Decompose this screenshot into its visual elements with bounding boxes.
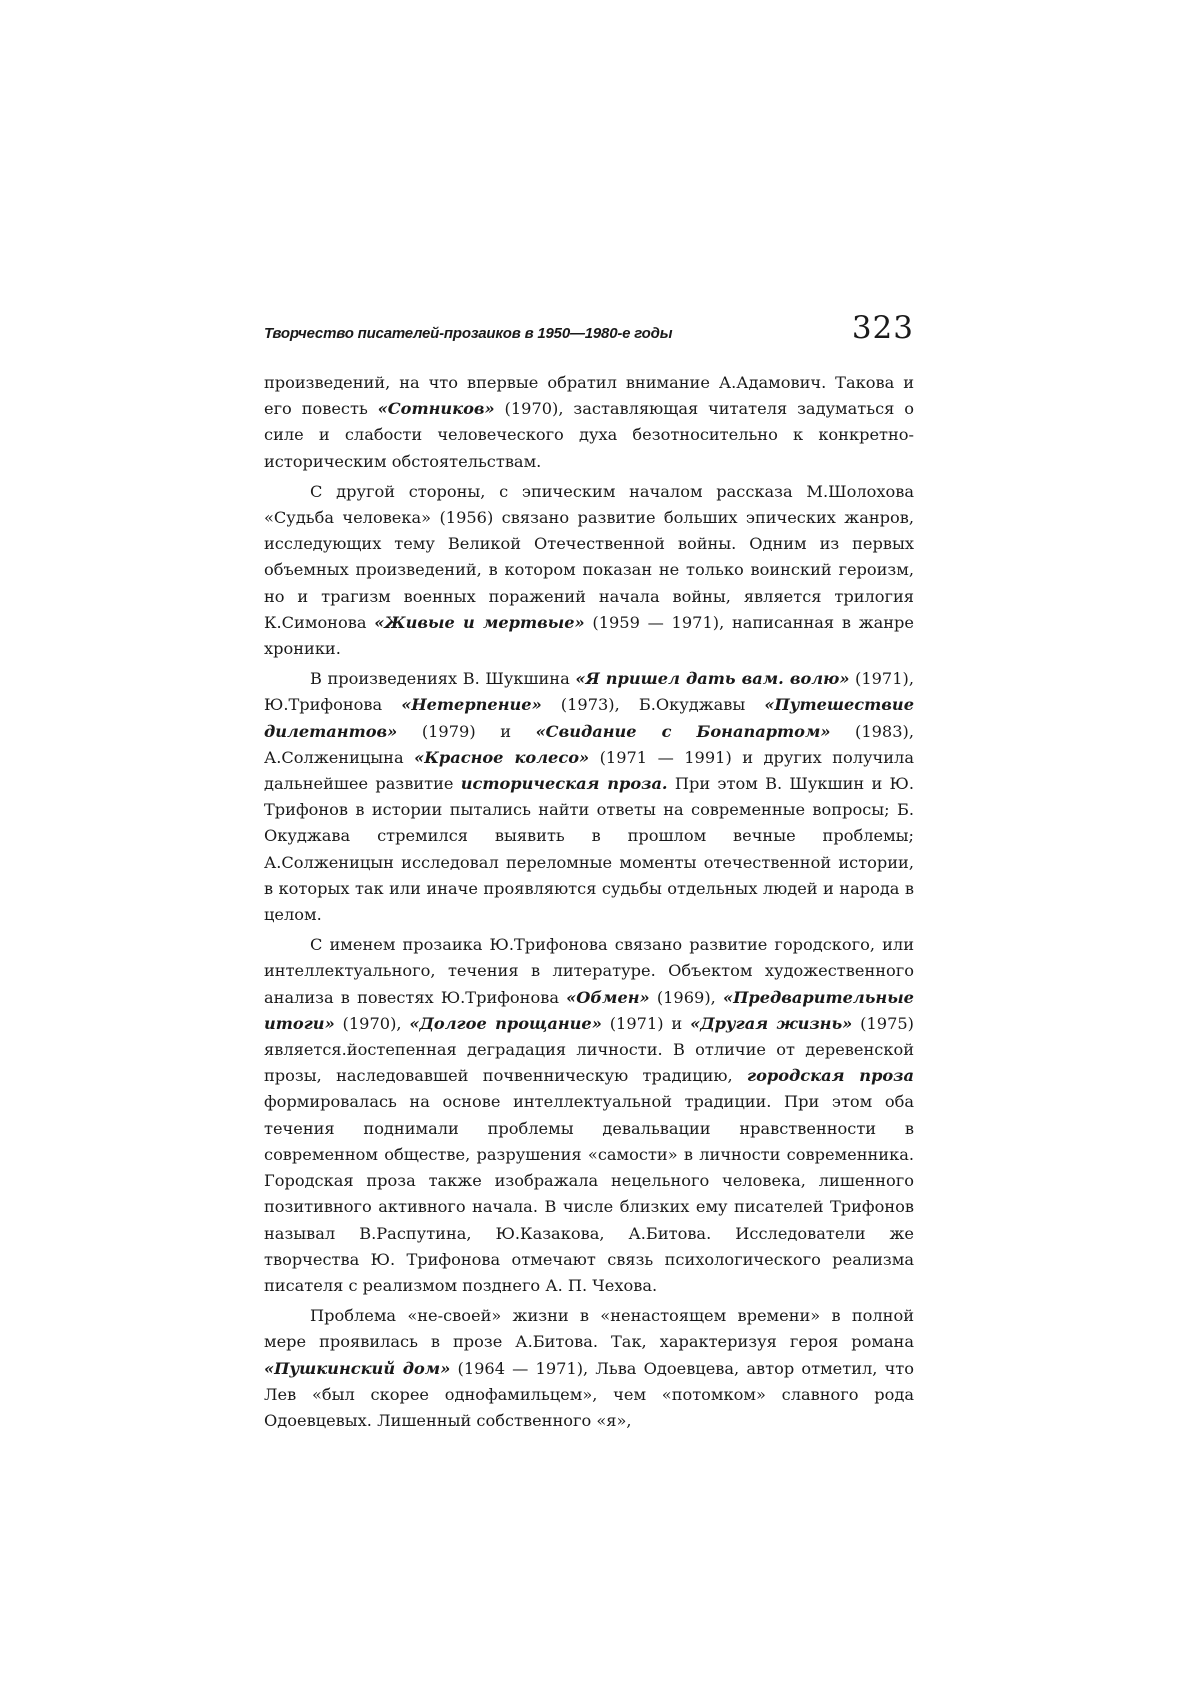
text-run: Проблема «не-своей» жизни в «ненастоящем времени» в полной мере проявилась в прозе А.Битова. Так, характеризуя героя романа [264, 1306, 914, 1352]
work-title-emphasis: «Живые и мертвые» [374, 612, 585, 632]
work-title-emphasis: «Красное колесо» [414, 747, 590, 767]
text-run: (1979) и [397, 721, 536, 741]
body-text [264, 370, 914, 1434]
text-run: (1971 — 1991) и других получила дальнейшее развитие [264, 747, 914, 794]
running-title: Творчество писателей-прозаиков в 1950—1980-е годы [264, 325, 673, 342]
paragraph [264, 932, 914, 1299]
page-number: 323 [851, 310, 914, 346]
paragraph [264, 370, 914, 475]
paragraph [264, 666, 914, 928]
text-run: (1970), заставляющая читателя задуматься о силе и слабости человеческого духа безотносительно к конкретно-историческим обстоятельствам. [264, 399, 914, 471]
text-run: (1970), [334, 1013, 410, 1033]
text-run: формировалась на основе интеллектуальной традиции. При этом оба течения поднимали проблемы девальвации нравственности в современном обществе, разрушения «самости» в личности современника. Городская проза также изображала нецельного человека, лишенного позитивного активного начала. В числе близких ему писателей Трифонов называл В.Распутина, Ю.Казакова, А.Битова. Исследователи же творчества Ю. Трифонова отмечают связь психологического реализма писателя с реализмом позднего А. П. Чехова. [264, 1092, 914, 1295]
work-title-emphasis: «Долгое прощание» [409, 1013, 602, 1033]
text-run: С другой стороны, с эпическим началом рассказа М.Шолохова «Судьба человека» (1956) связано развитие больших эпических жанров, исследующих тему Великой Отечественной войны. Одним из первых объемных произведений, в котором показан не только воинский героизм, но и трагизм военных поражений начала войны, является трилогия К.Симонова [264, 481, 914, 632]
text-run: С именем прозаика Ю.Трифонова связано развитие городского, или интеллектуального, течения в литературе. Объектом художественного анализа в повестях Ю.Трифонова [264, 935, 914, 1007]
work-title-emphasis: «Пушкинский дом» [264, 1358, 451, 1378]
text-run: (1973), Б.Окуджавы [541, 695, 765, 715]
work-title-emphasis: «Обмен» [566, 987, 650, 1007]
text-run: (1959 — 1971), написанная в жанре хроники. [264, 612, 914, 659]
work-title-emphasis: «Я пришел дать вам. волю» [575, 669, 850, 689]
text-run: (1971) и [601, 1013, 691, 1033]
work-title-emphasis: городская проза [747, 1066, 914, 1086]
text-run: (1964 — 1971), Льва Одоевцева, автор отметил, что Лев «был скорее однофамильцем», чем «потомком» славного рода Одоевцевых. Лишенный собственного «я», [264, 1358, 914, 1430]
work-title-emphasis: историческая проза. [460, 774, 668, 794]
work-title-emphasis: «Путешествие дилетантов» [264, 695, 914, 741]
text-run: (1983), А.Солженицына [264, 721, 914, 767]
work-title-emphasis: «Предварительные итоги» [264, 987, 914, 1033]
paragraph [264, 1303, 914, 1434]
text-run: (1971), Ю.Трифонова [264, 669, 914, 715]
text-run: произведений, на что впервые обратил внимание А.Адамович. Такова и его повесть [264, 373, 914, 419]
paragraph [264, 479, 914, 662]
running-head [264, 310, 914, 358]
work-title-emphasis: «Сотников» [377, 399, 495, 419]
text-run: (1969), [649, 987, 723, 1007]
text-run: При этом В. Шукшин и Ю. Трифонов в истории пытались найти ответы на современные вопросы; Б. Окуджава стремился выявить в прошлом вечные проблемы; А.Солженицын исследовал переломные моменты отечественной истории, в которых так или иначе проявляются судьбы отдельных людей и народа в целом. [264, 774, 914, 925]
book-page [264, 310, 914, 1438]
text-run: (1975) является.йостепенная деградация личности. В отличие от деревенской прозы, наследовавшей почвенническую традицию, [264, 1013, 914, 1086]
text-run: В произведениях В. Шукшина [310, 669, 576, 689]
work-title-emphasis: «Нетерпение» [401, 695, 542, 715]
work-title-emphasis: «Другая жизнь» [690, 1013, 853, 1033]
work-title-emphasis: «Свидание с Бонапартом» [535, 721, 831, 741]
